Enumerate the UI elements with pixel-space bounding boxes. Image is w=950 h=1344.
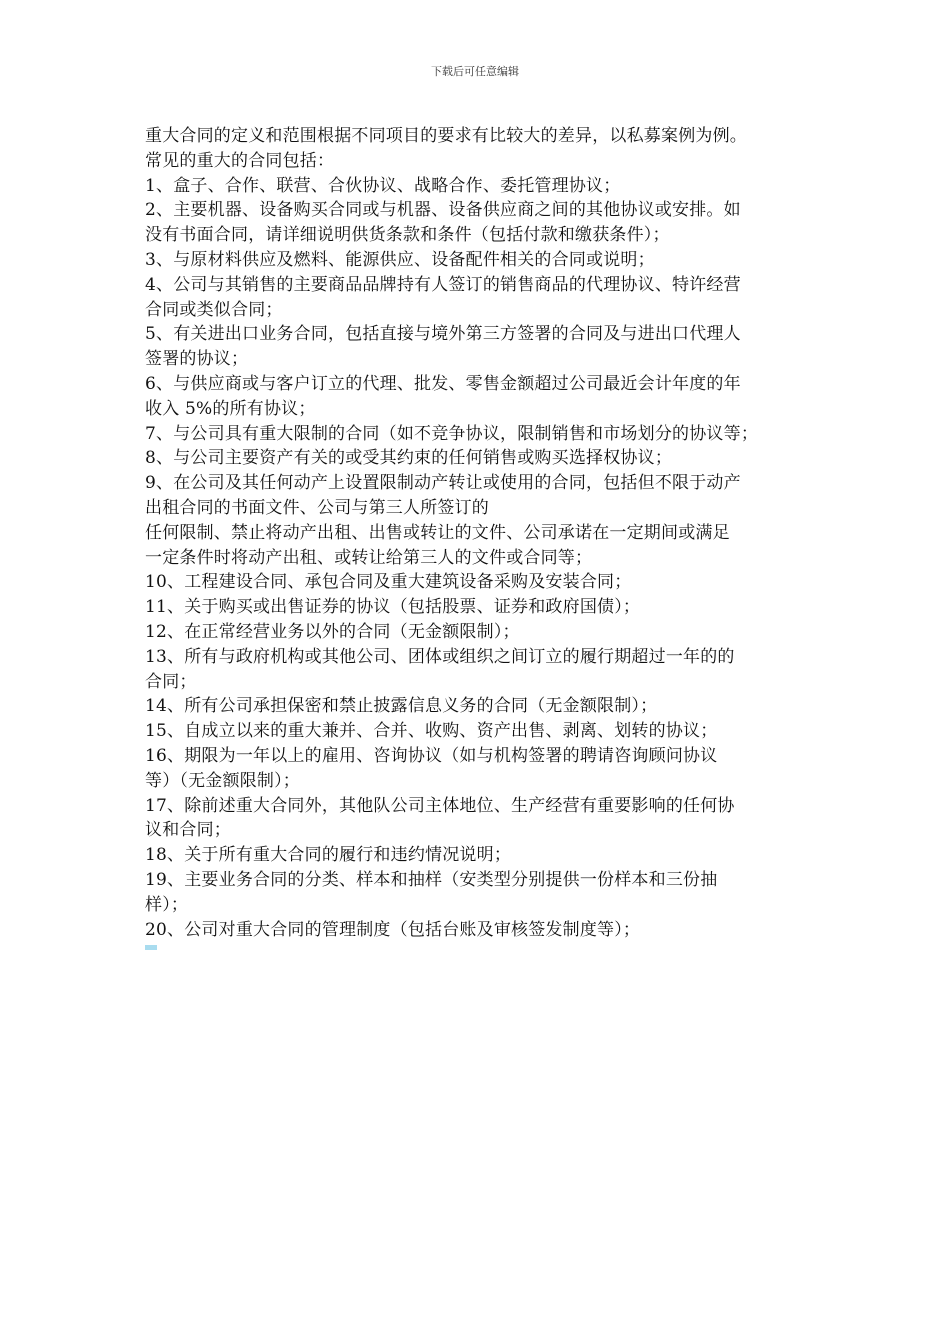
list-item: 4、公司与其销售的主要商品品牌持有人签订的销售商品的代理协议、特许经营 xyxy=(145,274,741,295)
list-item-continuation: 合同； xyxy=(145,671,197,692)
list-item: 18、关于所有重大合同的履行和违约情况说明； xyxy=(145,845,512,866)
list-item: 1、盒子、合作、联营、合伙协议、战略合作、委托管理协议； xyxy=(145,175,621,196)
list-item-continuation: 等）（无金额限制）； xyxy=(145,770,300,791)
list-item: 10、工程建设合同、承包合同及重大建筑设备采购及安装合同； xyxy=(145,572,632,593)
list-item: 13、所有与政府机构或其他公司、团体或组织之间订立的履行期超过一年的的 xyxy=(145,646,735,667)
page-header: 下载后可任意编辑 xyxy=(431,65,519,78)
list-item: 2、主要机器、设备购买合同或与机器、设备供应商之间的其他协议或安排。如 xyxy=(145,200,741,221)
list-item: 12、在正常经营业务以外的合同（无金额限制）； xyxy=(145,621,520,642)
list-item: 6、与供应商或与客户订立的代理、批发、零售金额超过公司最近会计年度的年 xyxy=(145,373,741,394)
list-item: 19、主要业务合同的分类、样本和抽样（安类型分别提供一份样本和三份抽 xyxy=(145,869,718,890)
list-item-continuation: 一定条件时将动产出租、或转让给第三人的文件或合同等； xyxy=(145,547,593,568)
list-item: 11、关于购买或出售证券的协议（包括股票、证券和政府国债）； xyxy=(145,597,641,618)
text-line: 重大合同的定义和范围根据不同项目的要求有比较大的差异，以私募案例为例。 xyxy=(145,126,747,146)
text-cursor-marker xyxy=(145,945,157,950)
list-item-continuation: 合同或类似合同； xyxy=(145,299,283,320)
list-item: 15、自成立以来的重大兼并、合并、收购、资产出售、剥离、划转的协议； xyxy=(145,721,718,742)
list-item: 8、与公司主要资产有关的或受其约束的任何销售或购买选择权协议； xyxy=(145,448,673,469)
list-item-continuation: 签署的协议； xyxy=(145,349,249,370)
list-item-continuation: 没有书面合同，请详细说明供货条款和条件（包括付款和缴获条件）； xyxy=(145,225,670,246)
list-item: 17、除前述重大合同外，其他队公司主体地位、生产经营有重要影响的任何协 xyxy=(145,795,735,816)
list-item-continuation: 任何限制、禁止将动产出租、出售或转让的文件、公司承诺在一定期间或满足 xyxy=(145,522,730,543)
list-item: 5、有关进出口业务合同，包括直接与境外第三方签署的合同及与进出口代理人 xyxy=(145,324,741,345)
list-item: 20、公司对重大合同的管理制度（包括台账及审核签发制度等）； xyxy=(145,919,641,940)
text-line: 常见的重大的合同包括： xyxy=(145,150,335,171)
list-item: 14、所有公司承担保密和禁止披露信息义务的合同（无金额限制）； xyxy=(145,696,658,717)
document-body xyxy=(145,124,825,950)
list-item: 9、在公司及其任何动产上设置限制动产转让或使用的合同，包括但不限于动产 xyxy=(145,473,741,494)
list-item-continuation: 收入 5%的所有协议； xyxy=(145,398,316,419)
list-item: 7、与公司具有重大限制的合同（如不竞争协议，限制销售和市场划分的协议等； xyxy=(145,423,759,444)
list-item: 3、与原材料供应及燃料、能源供应、设备配件相关的合同或说明； xyxy=(145,249,655,270)
list-item: 16、期限为一年以上的雇用、咨询协议（如与机构签署的聘请咨询顾问协议 xyxy=(145,745,718,766)
list-item-continuation: 样）； xyxy=(145,894,189,915)
list-item-continuation: 议和合同； xyxy=(145,820,231,841)
list-item-continuation: 出租合同的书面文件、公司与第三人所签订的 xyxy=(145,497,489,518)
